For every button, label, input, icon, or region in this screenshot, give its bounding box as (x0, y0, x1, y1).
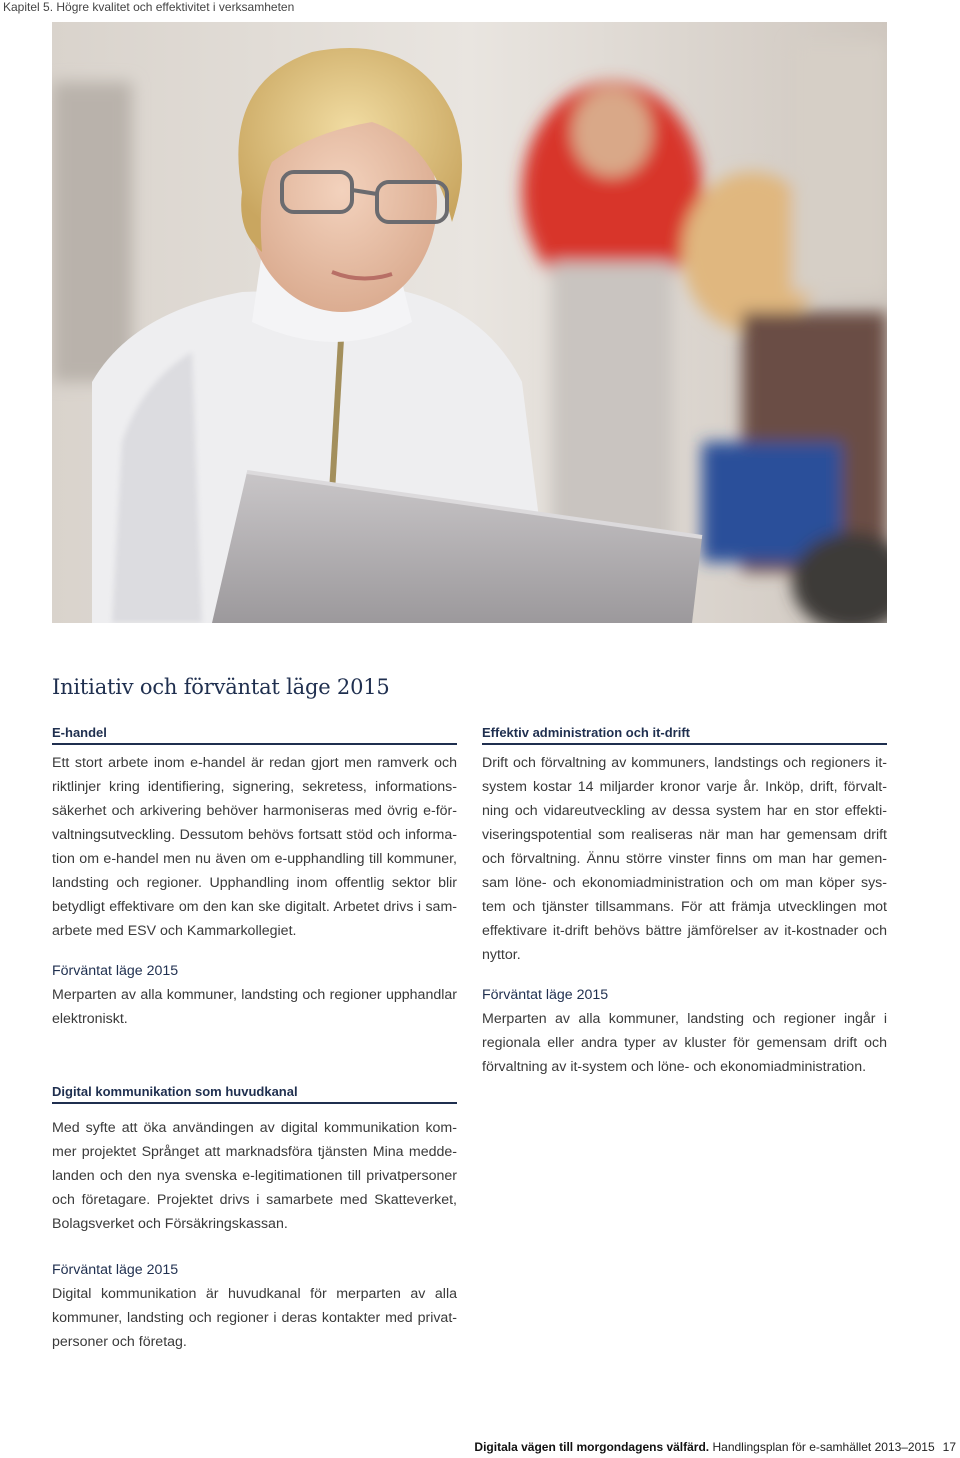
ehandel-body: Ett stort arbete inom e-handel är redan gjort men ramverk och riktlinjer kring identifiering, signering, sekretess, informationssäkerhet och arkivering behöver harmoniseras med övrig e-förvaltningsutveckling. Dessutom behövs fortsatt stöd och information om e-handel men nu även om e-upphandling till kommuner, landsting och regioner. Upphandling inom offentlig sektor blir betydligt effektivare om den kan ske digitalt. Arbetet drivs i samarbete med ESV och Kammarkollegiet. (52, 755, 457, 939)
running-head: Kapitel 5. Högre kvalitet och effektivitet i verksamheten (3, 0, 295, 14)
photo-illustration (52, 22, 887, 623)
ehandel-heading: E-handel (52, 725, 457, 745)
photo-student-laptop (52, 22, 887, 623)
admin-heading: Effektiv administration och it-drift (482, 725, 887, 745)
admin-expect-body: Merparten av alla kommuner, landsting och regioner ingår i regionala eller andra typer av kluster för gemensam drift och förvaltning av it-system och löne- och ekonomiadministration. (482, 1011, 887, 1075)
footer-title-bold: Digitala vägen till morgondagens välfärd. (474, 1440, 710, 1454)
digital-body: Med syfte att öka användingen av digital kommunikation kommer projektet Språnget att marknadsföra tjänsten Mina meddelanden och den nya svenska e-legitimationen till privatpersoner och företagare. Projektet drivs i samarbete med Skatteverket, Bolagsverket och Försäkringskassan. (52, 1120, 457, 1232)
admin-block (482, 725, 887, 1079)
page-number: 17 (942, 1440, 956, 1454)
ehandel-expect-body: Merparten av alla kommuner, landsting och regioner upphandlar elektroniskt. (52, 987, 457, 1027)
section-title: Initiativ och förväntat läge 2015 (52, 675, 390, 699)
digital-expect-body: Digital kommunikation är huvudkanal för merparten av alla kommuner, landsting och regioner i deras kontakter med privatpersoner och företag. (52, 1286, 457, 1350)
ehandel-expect-heading: Förväntat läge 2015 (52, 963, 179, 979)
admin-body: Drift och förvaltning av kommuners, landstings och regioners it-system kostar 14 miljarder kronor varje år. Inköp, drift, förvaltning och vidareutveckling av dessa system har en stor effektiviseringspotential som realiseras när man har gemensam drift och förvaltning. Ännu större vinster finns om man har gemensam löne- och ekonomiadministration och om man köper system och tjänster tillsammans. För att främja utvecklingen mot effektivare it-drift behövs bättre jämförelser av it-kostnader och nyttor. (482, 755, 887, 963)
ehandel-block (52, 725, 457, 1031)
digital-block (52, 1084, 457, 1354)
admin-expect-heading: Förväntat läge 2015 (482, 987, 609, 1003)
footer-title-rest: Handlingsplan för e-samhället 2013–2015 (709, 1440, 935, 1454)
digital-expect-heading: Förväntat läge 2015 (52, 1262, 179, 1278)
digital-heading: Digital kommunikation som huvudkanal (52, 1084, 457, 1104)
page-footer (474, 1440, 956, 1454)
